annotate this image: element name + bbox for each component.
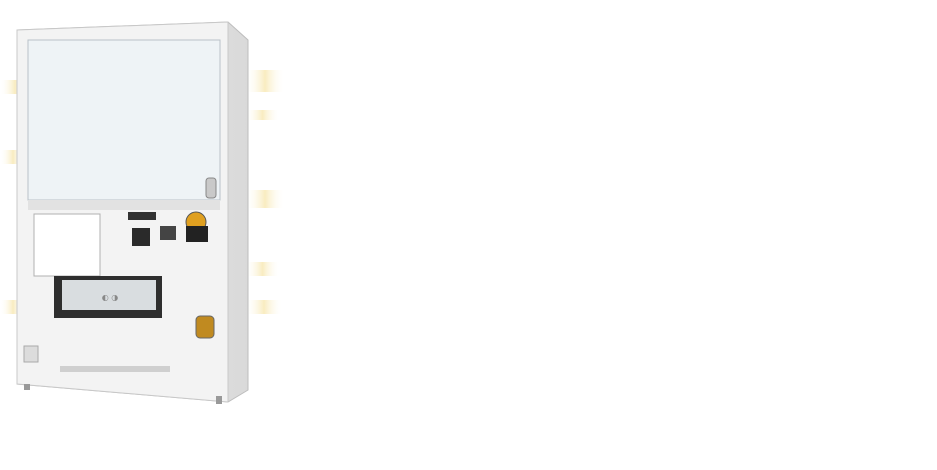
capacity-table (295, 199, 925, 202)
vending-machine-image (0, 0, 290, 470)
svg-text:◐ ◑: ◐ ◑ (101, 293, 119, 302)
